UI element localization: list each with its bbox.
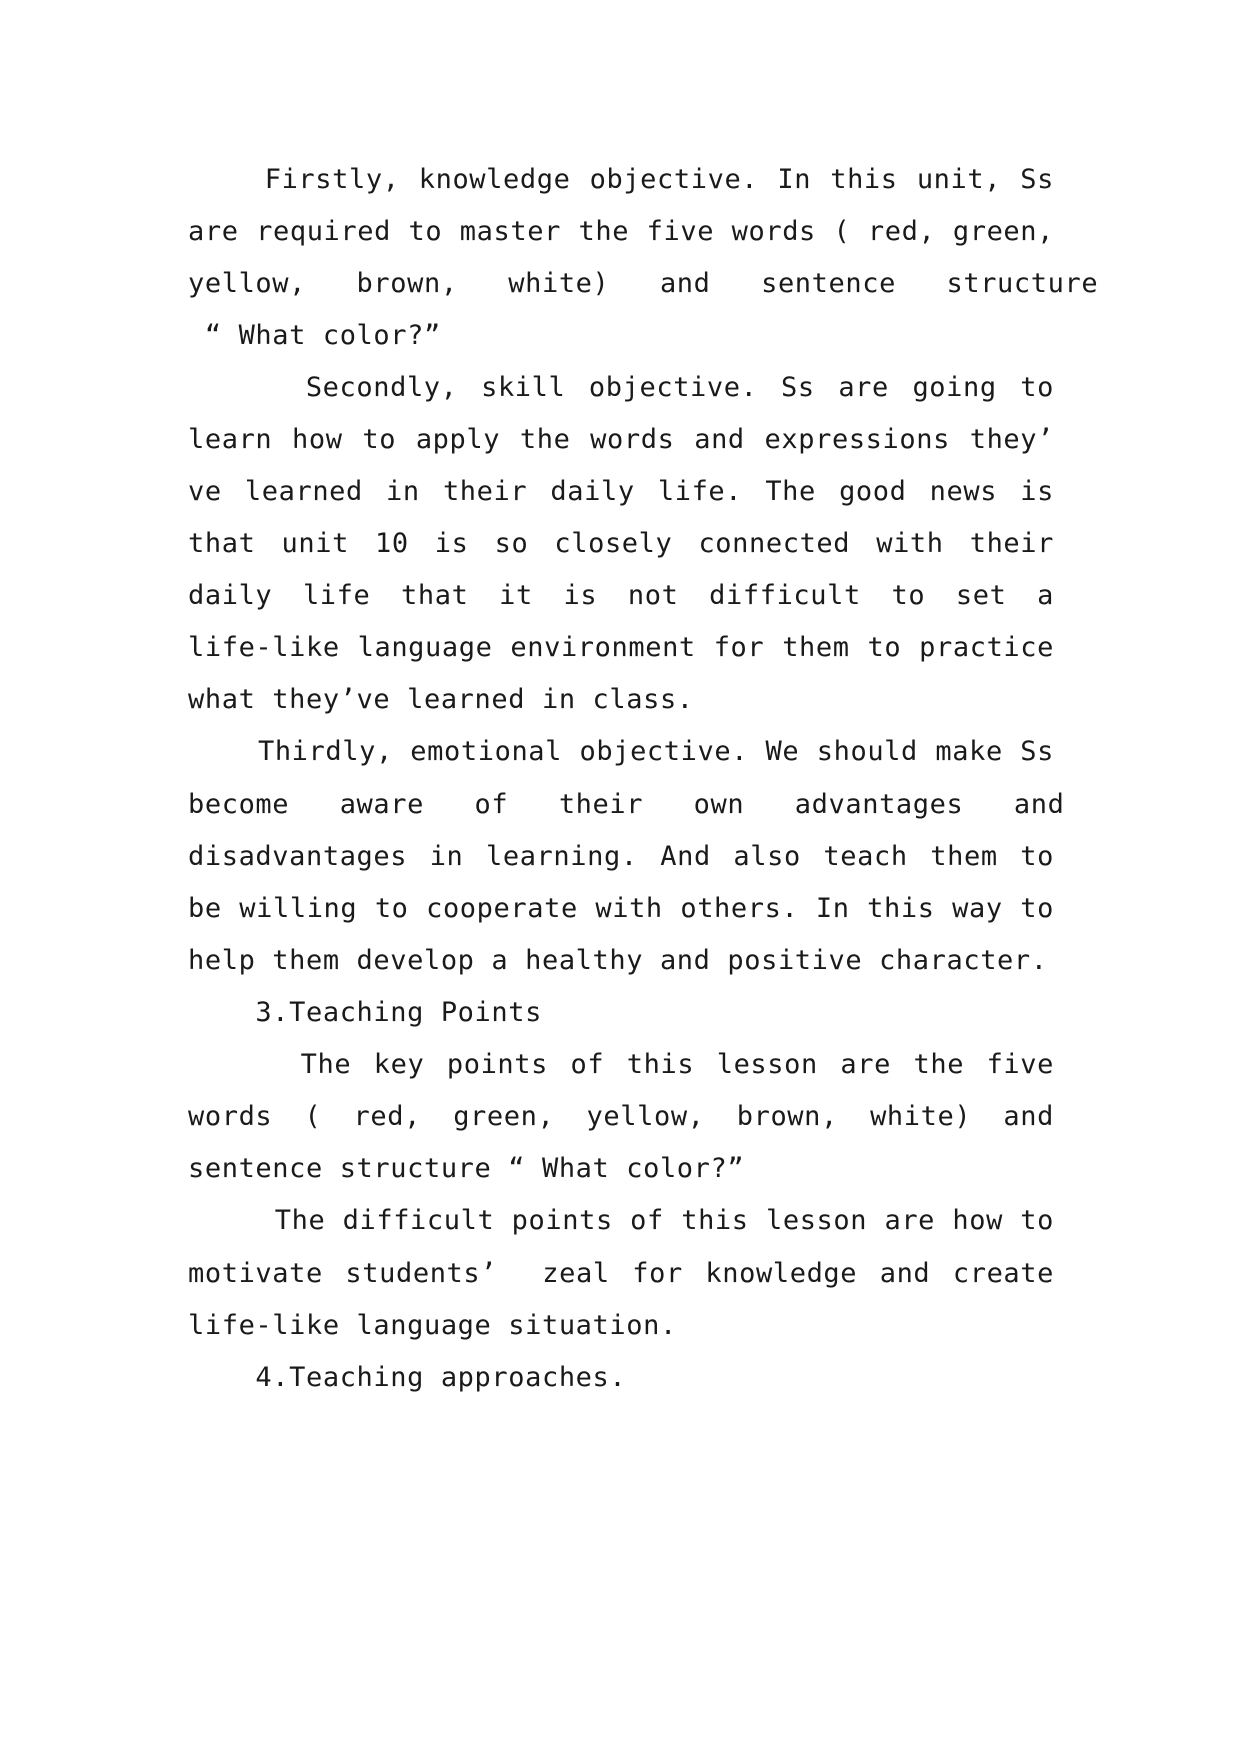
section-heading: 4.Teaching approaches. <box>188 1362 627 1393</box>
paragraph-line: motivate students’ zeal for knowledge and create <box>188 1258 1054 1289</box>
paragraph-line: ve learned in their daily life. The good news is <box>188 476 1054 507</box>
paragraph-line: sentence structure “ What color?” <box>188 1153 745 1184</box>
paragraph-line: yellow, brown, white) and sentence structure <box>188 268 1099 299</box>
paragraph-line: The difficult points of this lesson are how to <box>188 1205 1054 1236</box>
paragraph-line: The key points of this lesson are the five <box>188 1049 1054 1080</box>
paragraph-line: life-like language environment for them to practice <box>188 632 1054 663</box>
paragraph-line: words ( red, green, yellow, brown, white) and <box>188 1101 1054 1132</box>
paragraph-line: “ What color?” <box>188 320 441 351</box>
paragraph-line: learn how to apply the words and expressions they’ <box>188 424 1054 455</box>
paragraph-line: Secondly, skill objective. Ss are going to <box>188 372 1054 403</box>
paragraph-line: help them develop a healthy and positive character. <box>188 945 1048 976</box>
paragraph-line: daily life that it is not difficult to set a <box>188 580 1054 611</box>
paragraph-line: are required to master the five words ( red, green, <box>188 216 1054 247</box>
paragraph-line: that unit 10 is so closely connected with their <box>188 528 1054 559</box>
paragraph-line: become aware of their own advantages and <box>188 789 1065 820</box>
paragraph-line: Thirdly, emotional objective. We should make Ss <box>188 736 1054 767</box>
paragraph-line: life-like language situation. <box>188 1310 677 1341</box>
paragraph-line: disadvantages in learning. And also teach them to <box>188 841 1054 872</box>
paragraph-line: Firstly, knowledge objective. In this unit, Ss <box>188 164 1054 195</box>
paragraph-line: what they’ve learned in class. <box>188 684 694 715</box>
section-heading: 3.Teaching Points <box>188 997 542 1028</box>
paragraph-line: be willing to cooperate with others. In this way to <box>188 893 1054 924</box>
